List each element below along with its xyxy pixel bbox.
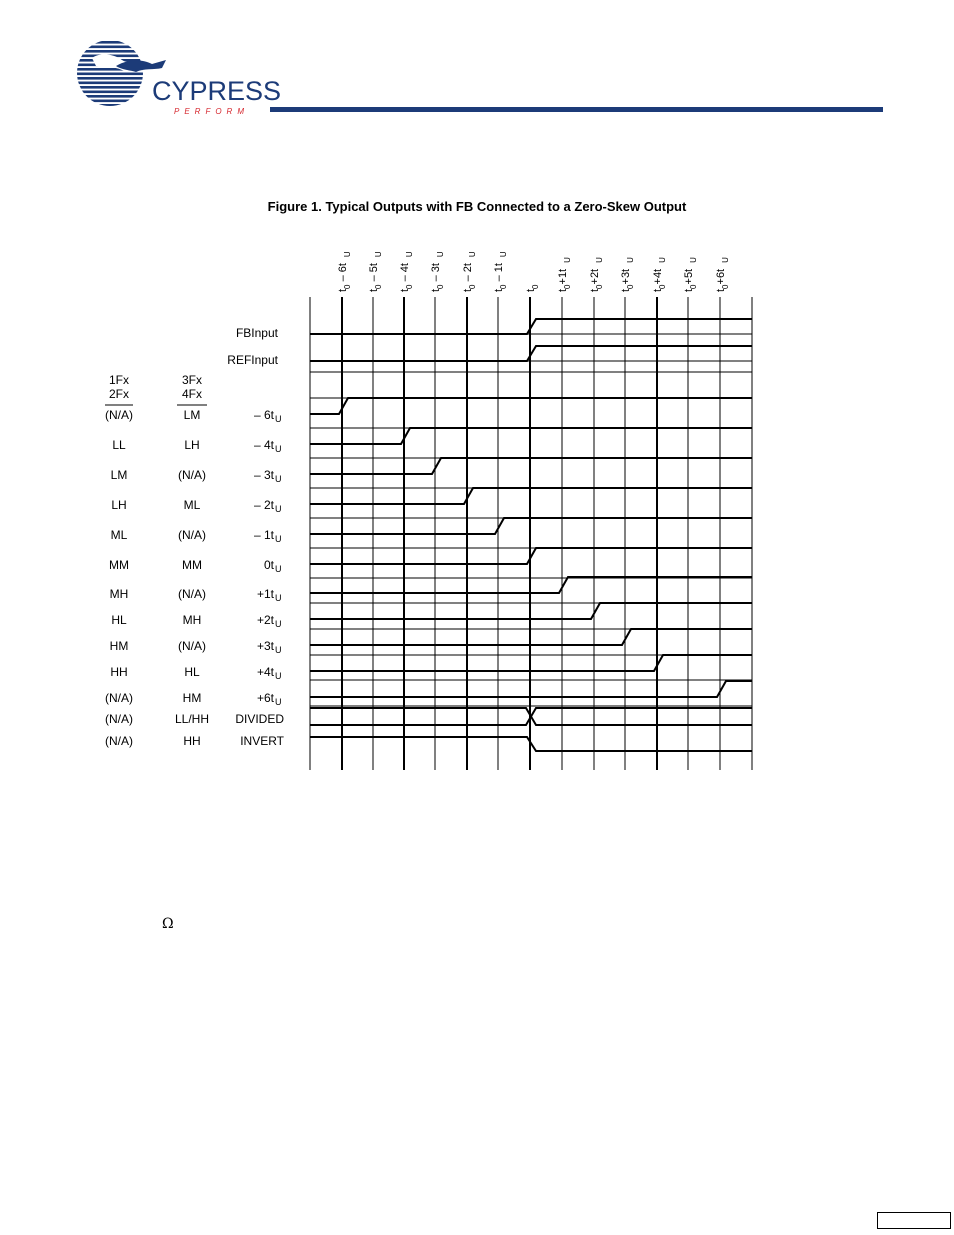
row-col1-label: LH: [111, 498, 127, 512]
row-skew-label: – 6t: [253, 408, 274, 422]
omega-symbol: Ω: [162, 916, 174, 932]
column-header: $t_0+6t_U$: [715, 257, 730, 292]
row-col2-label: (N/A): [178, 468, 206, 482]
row-col2-label: MH: [182, 613, 202, 627]
row-skew-unit: U: [275, 474, 282, 484]
row-skew-label: +6t: [256, 691, 274, 705]
row-skew-label: +4t: [256, 665, 274, 679]
group-header: 1Fx: [108, 373, 130, 387]
row-skew-unit: U: [275, 619, 282, 629]
group-header: 2Fx: [108, 387, 130, 401]
page-number-box: [877, 1212, 951, 1229]
column-header: $t_0+2t_U$: [589, 257, 604, 292]
row-skew-label: – 1t: [253, 528, 274, 542]
row-skew-unit: U: [275, 444, 282, 454]
row-skew-unit: U: [275, 671, 282, 681]
row-col1-label: MM: [109, 558, 129, 572]
row-skew-label: DIVIDED: [235, 712, 284, 726]
row-skew-label: +2t: [256, 613, 274, 627]
brand-name: CYPRESS: [152, 76, 282, 106]
row-col2-label: MM: [182, 558, 202, 572]
row-col1-label: LL: [112, 438, 126, 452]
row-skew-unit: U: [275, 414, 282, 424]
row-col2-label: LM: [183, 408, 201, 422]
column-header: $t_0$: [525, 284, 540, 292]
column-header: $t_0 - 3t_U$: [430, 251, 445, 292]
row-skew-label: +3t: [256, 639, 274, 653]
row-skew-label: – 2t: [253, 498, 274, 512]
row-col1-label: HM: [109, 639, 129, 653]
row-skew-label: – 3t: [253, 468, 274, 482]
figure-title: Figure 1. Typical Outputs with FB Connected to a Zero-Skew Output: [267, 199, 687, 214]
column-header: $t_0+5t_U$: [683, 257, 698, 292]
row-skew-label: 0t: [263, 558, 274, 572]
row-col2-label: HM: [182, 691, 202, 705]
row-col2-label: LH: [184, 438, 200, 452]
row-skew-unit: U: [275, 645, 282, 655]
column-header: $t_0 - 5t_U$: [368, 251, 383, 292]
row-col1-label: HL: [111, 613, 127, 627]
row-col2-label: (N/A): [178, 528, 206, 542]
row-col1-label: HH: [110, 665, 128, 679]
column-header: $t_0 - 6t_U$: [337, 251, 352, 292]
group-header: 3Fx: [181, 373, 203, 387]
column-header: $t_0 - 1t_U$: [493, 251, 508, 292]
row-col1-label: ML: [110, 528, 128, 542]
row-col2-label: ML: [183, 498, 201, 512]
row-col1-label: LM: [110, 468, 128, 482]
row-col1-label: (N/A): [105, 734, 133, 748]
input-signal-label: REFInput: [227, 353, 278, 367]
row-col1-label: (N/A): [105, 712, 133, 726]
brand-tagline: PERFORM: [174, 107, 249, 116]
row-col2-label: HH: [183, 734, 201, 748]
row-col1-label: MH: [109, 587, 129, 601]
row-col2-label: (N/A): [178, 587, 206, 601]
row-skew-unit: U: [275, 504, 282, 514]
row-skew-label: – 4t: [253, 438, 274, 452]
row-skew-label: +1t: [256, 587, 274, 601]
column-header: $t_0+1t_U$: [557, 257, 572, 292]
row-skew-unit: U: [275, 564, 282, 574]
column-header: $t_0 - 4t_U$: [399, 251, 414, 292]
row-skew-unit: U: [275, 697, 282, 707]
row-col1-label: (N/A): [105, 408, 133, 422]
column-header: $t_0+3t_U$: [620, 257, 635, 292]
row-col2-label: HL: [184, 665, 200, 679]
column-header: $t_0 - 2t_U$: [462, 251, 477, 292]
input-signal-label: FBInput: [235, 326, 278, 340]
group-header: 4Fx: [181, 387, 203, 401]
row-col2-label: LL/HH: [174, 712, 210, 726]
row-skew-unit: U: [275, 593, 282, 603]
row-col1-label: (N/A): [105, 691, 133, 705]
row-skew-label: INVERT: [240, 734, 284, 748]
row-skew-unit: U: [275, 534, 282, 544]
row-col2-label: (N/A): [178, 639, 206, 653]
column-header: $t_0+4t_U$: [652, 257, 667, 292]
